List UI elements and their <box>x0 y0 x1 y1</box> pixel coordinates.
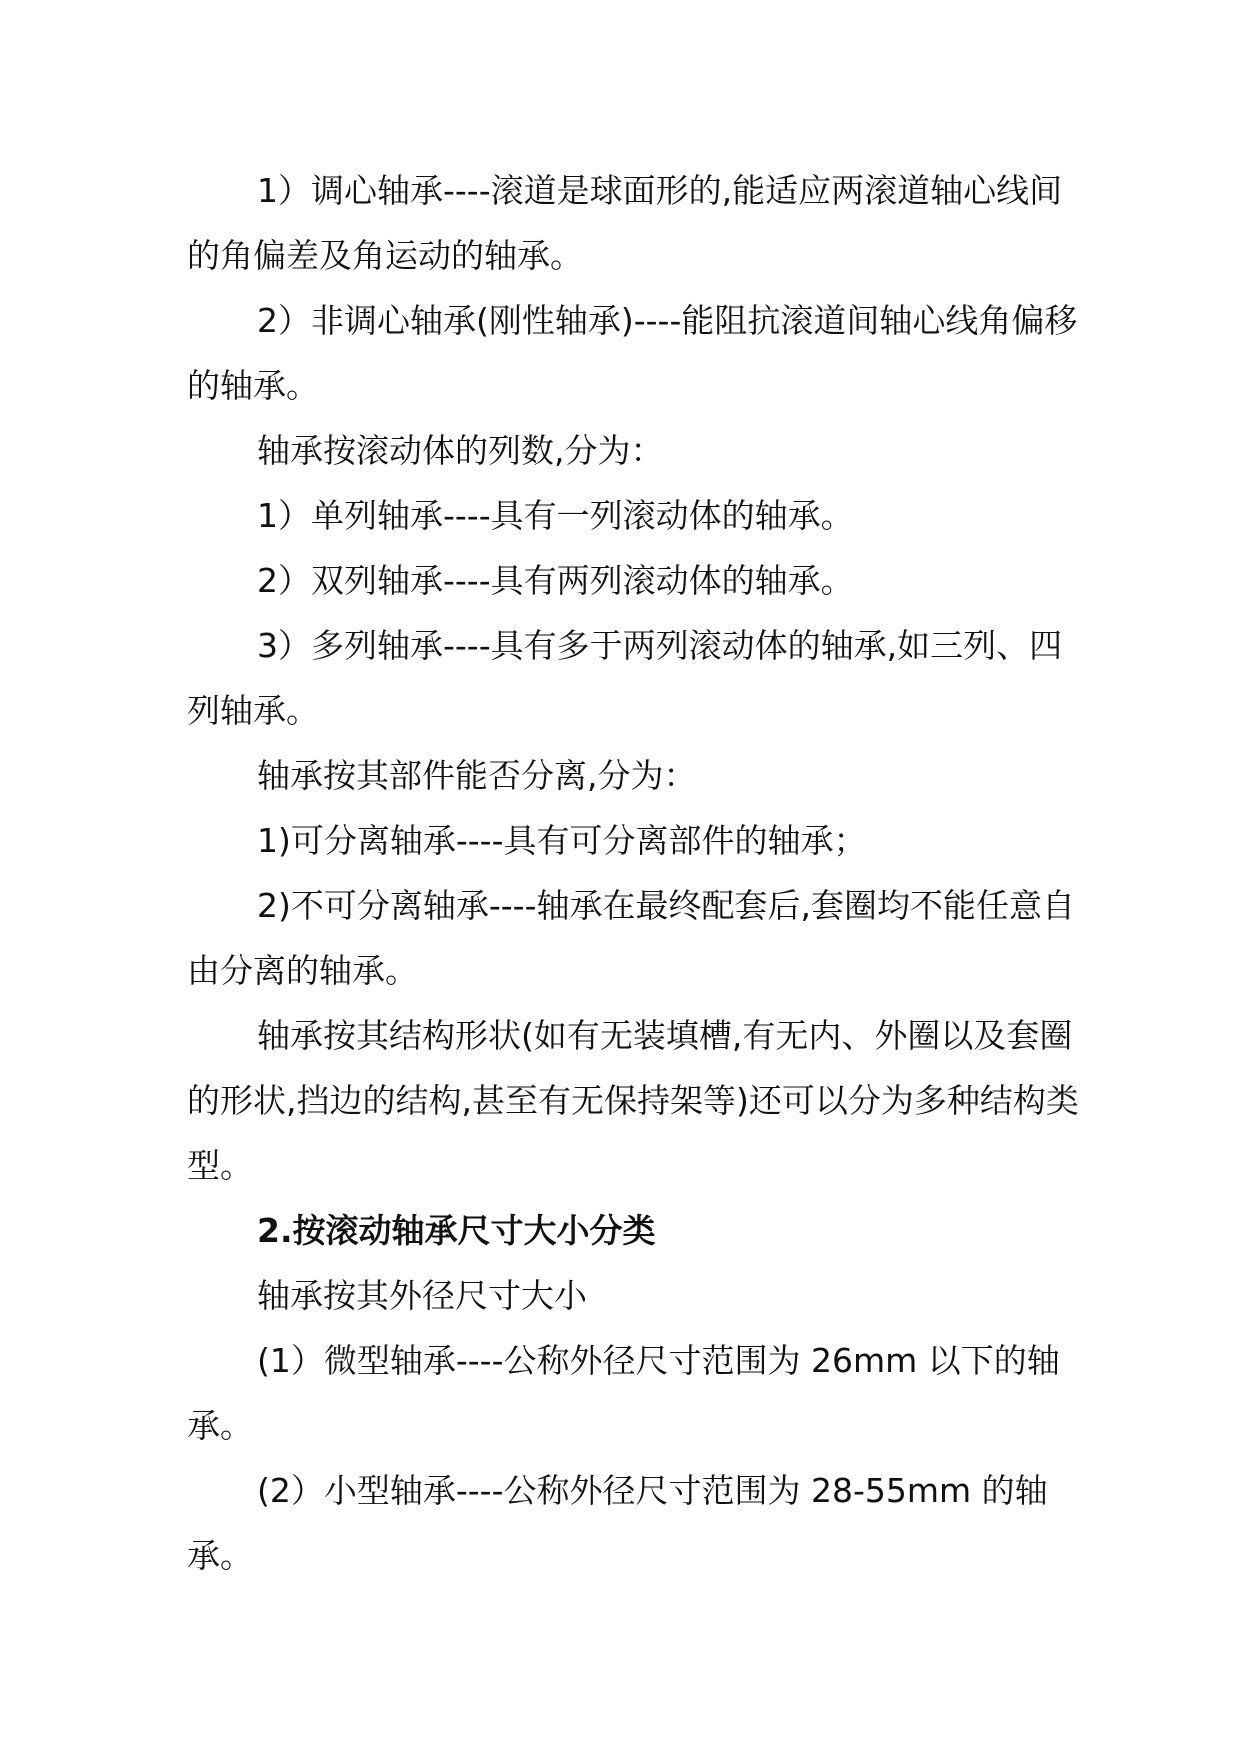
paragraph-structure-types: 轴承按其结构形状(如有无装填槽,有无内、外圈以及套圈的形状,挡边的结构,甚至有无保持架等)还可以分为多种结构类型。 <box>187 1016 1079 1185</box>
paragraph-single-row: 1）单列轴承----具有一列滚动体的轴承。 <box>257 496 854 535</box>
paragraph-size-intro: 轴承按其外径尺寸大小 <box>257 1276 587 1315</box>
section-heading: 2.按滚动轴承尺寸大小分类 <box>257 1211 656 1250</box>
paragraph-self-aligning-bearing: 1）调心轴承----滚道是球面形的,能适应两滚道轴心线间的角偏差及角运动的轴承。 <box>187 171 1063 275</box>
paragraph-small-bearing: (2）小型轴承----公称外径尺寸范围为 28-55mm 的轴承。 <box>187 1471 1048 1575</box>
paragraph-by-rows-intro: 轴承按滚动体的列数,分为： <box>257 431 664 470</box>
paragraph-separable: 1)可分离轴承----具有可分离部件的轴承； <box>257 821 867 860</box>
paragraph-miniature-bearing: (1）微型轴承----公称外径尺寸范围为 26mm 以下的轴承。 <box>187 1341 1060 1445</box>
paragraph-non-aligning-bearing: 2）非调心轴承(刚性轴承)----能阻抗滚道间轴心线角偏移的轴承。 <box>187 301 1078 405</box>
paragraph-non-separable: 2)不可分离轴承----轴承在最终配套后,套圈均不能任意自由分离的轴承。 <box>187 886 1075 990</box>
document-body <box>187 158 1087 1588</box>
paragraph-separable-intro: 轴承按其部件能否分离,分为： <box>257 756 697 795</box>
paragraph-double-row: 2）双列轴承----具有两列滚动体的轴承。 <box>257 561 854 600</box>
paragraph-multi-row: 3）多列轴承----具有多于两列滚动体的轴承,如三列、四列轴承。 <box>187 626 1063 730</box>
